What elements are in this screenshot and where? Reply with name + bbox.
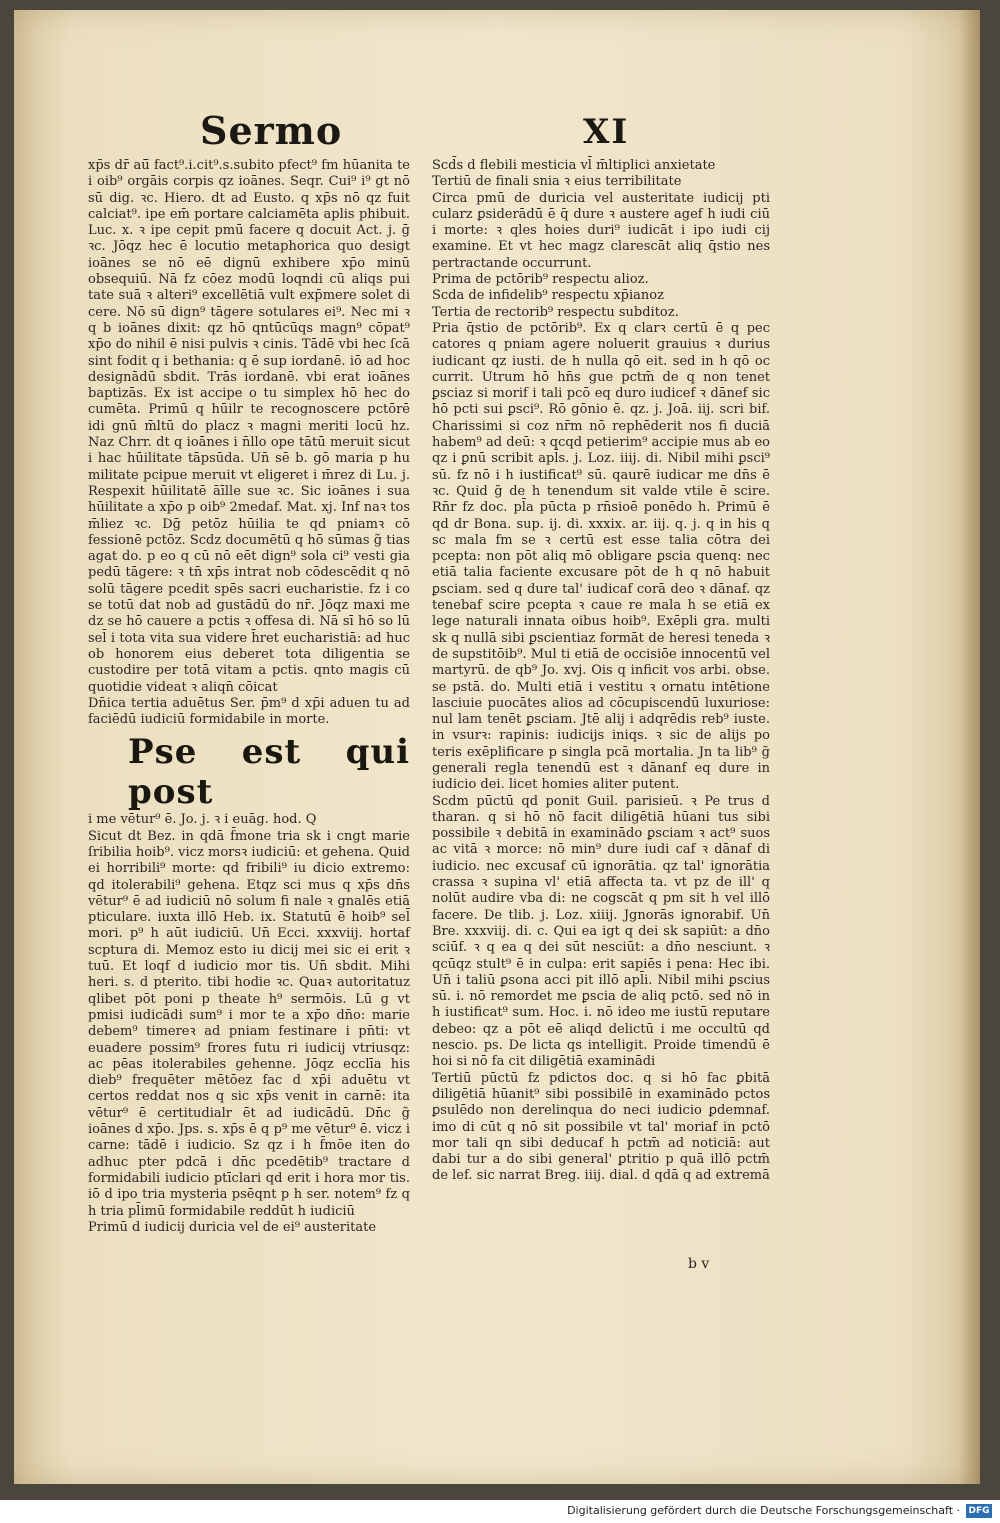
left-column bbox=[88, 158, 410, 1236]
initial-line: i me vētur⁹ ē. Jo. j. ꝛ i euāg. hod. Q bbox=[88, 812, 317, 828]
footer-credit: Digitalisierung gefördert durch die Deutsche Forschungsgemeinschaft · bbox=[567, 1504, 960, 1517]
large-heading: Pse est qui post bbox=[128, 732, 410, 813]
left-paragraph: Sicut dt Bez. in qdā f̄mone tria sk i cngt marie ſribilia hoib⁹. vicz morsꝛ iudiciū: et gehena. Quid ei horribili⁹ morte: qd fribili⁹ iu dicio extremo: qd itolerabili⁹ gehena. Etqz sci mus q xp̄s dn̄s vētur⁹ ē ad iudiciū nō solum fi nale ꝛ gnalēs etiā pticulare. iuxta illō Heb. ix. Statutū ē hoib⁹ sel̄ mori. p⁹ h aūt iudiciū. Un̄ Ecci. xxxviij. hortaf scptura di. Memoz esto iu dicij mei sic ei erit ꝛ tuū. Et loqf d iudicio mor tis. Un̄ sbdit. Mihi heri. s. d pterito. tibi hodie ꝛc. Quaꝛ autoritatuz qlibet pōt poni p theate h⁹ sermōis. Lū g vt pmisi iudicādi sum⁹ i mor te a xp̄o dn̄o: marie debem⁹ timereꝛ ad pniam festinare i pn̄ti: vt euadere possim⁹ frores futu ri iudicij vtriusqz: ac pēas itolerabiles gehenne. Jōqz ecclīa his dieb⁹ frequēter mētōez fac d xp̄i aduētu vt certos reddat nos q sic xp̄s venit in carnē: ita vētur⁹ ē certitudialr ēt ad iudicādū. Dn̄c g̃ ioānes d xp̄o. Jps. s. xp̄s ē q p⁹ me vētur⁹ ē. vicz i carne: tādē i iudicio. Sz qz i h f̄mōe iten do adhuc pter pdcā i dn̄c pcedētib⁹ tractare d formidabili iudicio ptīclari qd erit i hora mor tis. iō d ipo tria mysteria psēqnt p h ser. notem⁹ fz q h tria pl̄imū formidabile reddūt h iudiciū bbox=[88, 828, 410, 1219]
rubric: Dn̄ica tertia aduētus Ser. p̄m⁹ d xp̄i aduen tu ad faciēdū iudiciū formidabile in morte. bbox=[88, 695, 410, 728]
footer-bar bbox=[0, 1500, 1000, 1523]
right-paragraph: Tertiū de finali snia ꝛ eius terribilitate bbox=[432, 174, 682, 190]
left-paragraph: Primū d iudicij duricia vel de ei⁹ austeritate bbox=[88, 1219, 377, 1235]
right-paragraph: Prima de pctōrib⁹ respectu alioz. bbox=[432, 272, 649, 288]
right-paragraph: Circa pmū de duricia vel austeritate iudicij pti cularz ꝑsiderādū ē q̄ dure ꝛ austere agef h iudi ciū i morte: ꝛ qles hoies duri⁹ iudicāt i ipo iudi cij examine. Et vt hec magz clarescāt aliq q̄stio nes pertractande occurrunt. bbox=[432, 190, 770, 271]
right-column bbox=[432, 158, 770, 1185]
right-paragraph: Scda de infidelib⁹ respectu xp̄ianoz bbox=[432, 288, 664, 304]
page-edge-shadow bbox=[958, 10, 980, 1484]
right-paragraph: Scdm pūctū qd ponit Guil. parisieū. ꝛ Pe trus d tharan. q si hō nō facit diligētiā hūani tus sibi possibile ꝛ debitā in examinādo ꝑsciam ꝛ act⁹ suos ac vitā ꝛ morce: nō min⁹ dure iudi caf ꝛ dānaf di iudicio. nec excusaf cū ignorātia. qz tal' ignorātia crassa ꝛ supina vl' etiā affecta ta. vt pz de ill' q nolūt audire vba di: ne cogscāt q pm sit h vel illō facere. De tlib. j. Loz. xiiij. Jgnorās ignorabif. Un̄ Bre. xxxviij. di. c. Qui ea igt q dei sk sapiūt: a dn̄o sciūf. ꝛ q ea q dei sūt nesciūt: a dn̄o nesciunt. ꝛ qcūqz stult⁹ ē in culpa: erit sapiēs i pena: Hec ibi. Un̄ i taliū ꝑsona acci pit illō apl̄i. Nibil mihi ꝑscius sū. i. nō remordet me ꝑscia de aliq pctō. sed nō in h iustificat⁹ sum. Hoc. i. nō ideo me iustū reputare debeo: qz a pōt eē aliqd delictū i me occultū qd nescio. ps. De licta qs intelligit. Proide timendū ē hoi si nō fa cit diligētiā examinādi bbox=[432, 793, 770, 1070]
signature-mark: b v bbox=[688, 1256, 710, 1272]
dfg-logo: DFG bbox=[966, 1504, 992, 1518]
left-paragraph: xp̄s dr̄ aū̄ fact⁹.i.cit⁹.s.subito pfect⁹ fm hūanita te i oib⁹ orgāis corpis qz ioānes. Seqr. Cui⁹ i⁹ gt nō sū dig. ꝛc. Hiero. dt ad Eusto. q xp̄s nō qz fuit calciat⁹. ipe em̄ portare calciamēta aplis phibuit. Luc. x. ꝛ ipe cepit pmū facere q docuit Act. j. ḡ ꝛc. Jōqz hec ē locutio metaphorica quo desigt ioānes se nō eē dignū exhibere xp̄o minū obsequiū. Nā fz cōez modū loqndi cū aliqs pui tate suā ꝛ alteri⁹ excellētiā vult exp̄mere solet di cere. Nō sū dign⁹ tāgere sotulares ei⁹. Nec mi ꝛ q b ioānes dixit: qz hō qntūcūqs magn⁹ cōpat⁹ xp̄o do nihil ē nisi pulvis ꝛ cinis. Tādē vbi hec ſcā sint fodit q i bethania: q ē sup iordanē. iō ad hoc designādū sbdit. Trās iordanē. vbi erat ioānes baptizās. Ex ist accipe o tu simplex hō hec do cumēta. Primū q hūilr te recognoscere pctōrē idi gnū m̄ltū do placz ꝛ magni meriti locū hz. Naz Chrr. dt q ioānes i n̄llo ope tātū meruit sicut i hac hūilitate tāpsūda. Un̄ sē b. gō maria p hu militate pcipue meruit vt eligeret i m̄rez di Lu. j. Respexit hūilitatē āīlle sue ꝛc. Sic ioānes i sua hūilitate a xp̄o p oib⁹ 2medaf. Mat. xj. Inf naꝛ tos m̄liez ꝛc. Dḡ petōz hūilia te qd pniamꝛ cō fessionē pctōz. Scdz documētū q hō sūmas g̃ tias agat do. p eo q cū nō eēt dign⁹ sola ci⁹ vesti gia pedū tāgere: ꝛ tn̄ xp̄s intrat nob cōdescēdit q nō solū tāgere pcedit spēs sacri eucharistie. fz i co se totū dat nob ad gustādū do nr̄. Jōqz maxi me dz se hō cauere a pctis ꝛ offesa di. Nā sī hō so lū sel̄ i tota vita sua videre h̄ret eucharistiā: ad huc ob honorem eius deberet tota diligentia se custodire per totā vitam a pctis. qnto magis cū quotidie videat ꝛ aliqn̄ cōicat bbox=[88, 158, 410, 695]
right-paragraph: Tertia de rectorib⁹ respectu subditoz. bbox=[432, 304, 679, 320]
running-head-right: XI bbox=[583, 112, 630, 152]
running-head-left: Sermo bbox=[200, 108, 343, 153]
right-paragraph: Pria q̄stio de pctōrib⁹. Ex q clarꝛ certū ē q pec catores q pniam agere noluerit grauius ꝛ durius iudicant qz iusti. de h nulla qō eit. sed in h qō oc currit. Utrum hō hn̄s gue pctm̄ de q non tenet ꝑsciaz si morif i tali pcō eq duro iudicef ꝛ dānef sic hō pcti sui ꝑsci⁹. Rō gōnio ē. qz. j. Joā. iij. scri bif. Charissimi si coz nr̄m nō rephēderit nos fi duciā habem⁹ ad deū: ꝛ qcqd petierim⁹ accipie mus ab eo qz i ꝑnū scribit apl̄s. j. Loz. iiij. di. Nibil mihi ꝑsci⁹ sū. fz nō i h iustificat⁹ sū. qaurē iudicar me dn̄s ē ꝛc. Quid g̃ de h tenendum sit valde vtile ē scire. Rn̄r fz doc. pl̄a pūcta p rn̄sioē ponēdo h. Primū ē qd dr Bona. sup. ij. di. xxxix. ar. iij. q. j. q in his q sc mala fm se ꝛ certū est esse talia cōtra dei pcepta: non pōt aliq mō obligare ꝑscia quenq: nec etiā talia faciente excusare pōt de h q nō habuit ꝑsciam. sed q dure tal' iudicaf corā deo ꝛ dānaf. qz tenebaf scire pcepta ꝛ caue re mala h se etiā ex lege naturali innata oibus hoib⁹. Exēpli gra. multi sk q nullā sibi ꝑscientiaz formāt de heresi teneda ꝛ de supstitōib⁹. Mul ti etiā de occisiōe innocentū vel martyrū. de qb⁹ Jo. xvj. Ois q inficit vos arbi. obse. se pstā. do. Multi etiā i vestitu ꝛ ornatu intētione lasciuie puocātes alios ad cōcupiscendū luxuriose: nul lam tenēt ꝑsciam. Jtē alij i adqrēdis reb⁹ iuste. in vsurꝛ: rapinis: iudicijs iniqs. ꝛ sic de alijs po teris exēplificare p singla pcā mortalia. Jn ta lib⁹ g̃ generali regla tenendū est ꝛ dānanf eq dure in iudicio dei. licet homies aliter putent. bbox=[432, 320, 770, 793]
right-paragraph: Tertiū pūctū fz pdictos doc. q si hō fac ꝑbitā diligētiā hūanit⁹ sibi possibilē in examinādo pctos ꝑsulēdo non derelinqua do neci iudicio ꝑdemnaf. imo di cūt q nō sit possibile vt tal' moriaf in pctō mor tali qn sibi deducaf h pctm̄ ad noticiā: aut dabi tur a do sibi general' ꝑtritio p quā illō pctm̄ de lef. sic narrat Breg. iiij. dial. d qdā q ad extremā bbox=[432, 1070, 770, 1184]
right-paragraph: Scd̄s d flebili mesticia vl̄ m̄ltiplici anxietate bbox=[432, 158, 716, 173]
